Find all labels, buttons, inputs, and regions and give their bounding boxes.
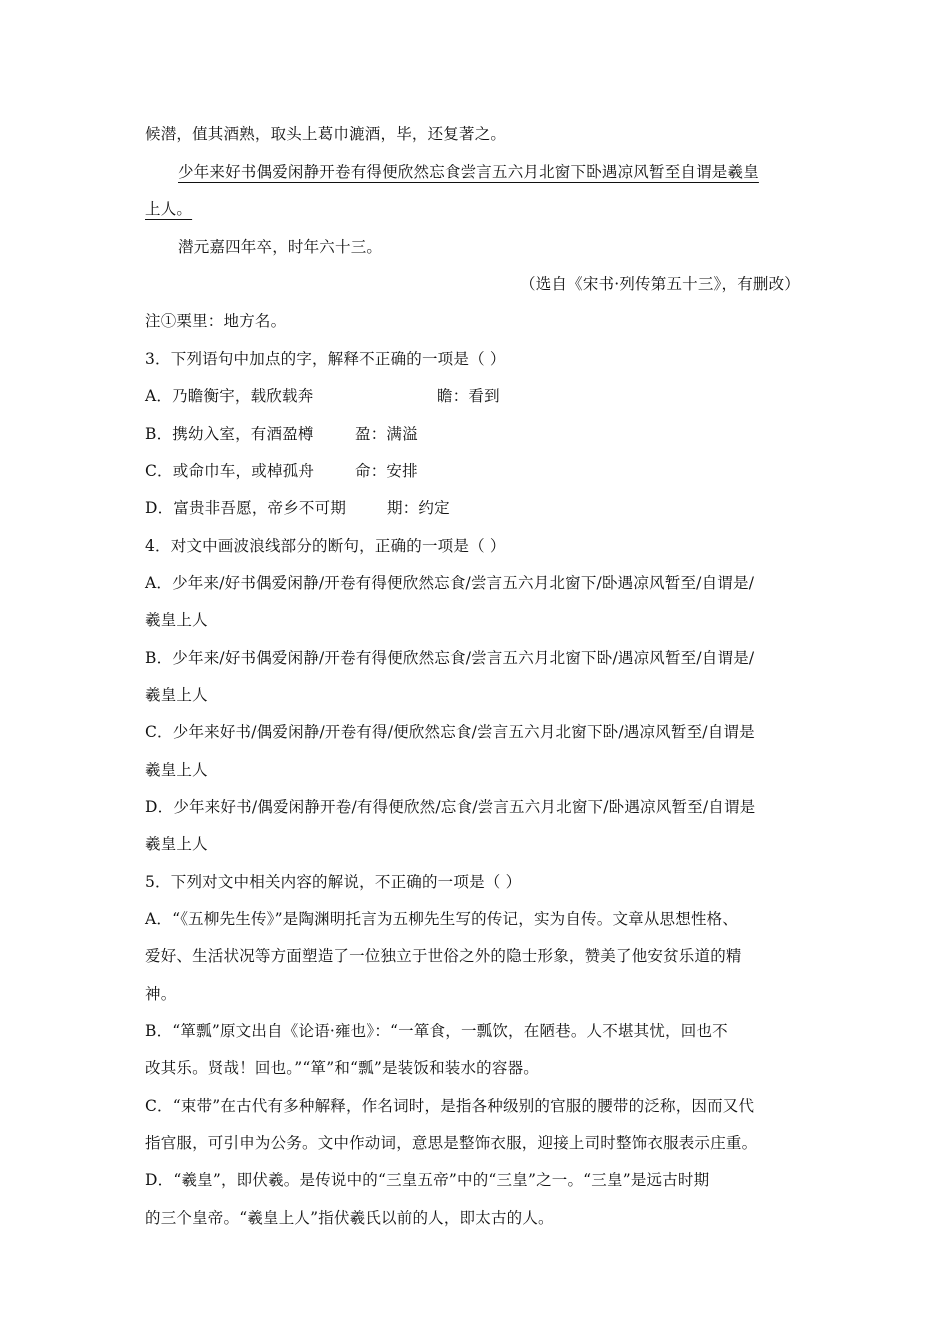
q4-option-c-cont: 羲皇上人 [145,761,208,779]
wavy-underlined-sentence-end: 上人。 [145,200,193,218]
wavy-underlined-sentence: 少年来好书偶爱闲静开卷有得便欣然忘食尝言五六月北窗下卧遇凉风暂至自谓是羲皇 [178,163,759,181]
q5-option-b-cont: 改其乐。贤哉！回也。”“箪”和“瓢”是装饭和装水的容器。 [145,1059,539,1077]
q4-option-b: B．少年来/好书偶爱闲静/开卷有得便欣然忘食/尝言五六月北窗下卧/遇凉风暂至/自谓是/ [145,649,755,667]
q3-option-d-text: D．富贵非吾愿，帝乡不可期 [145,499,347,517]
q3-option-b-text: B．携幼入室，有酒盈樽 [145,425,314,443]
q3-option-c-gloss: 命：安排 [355,462,418,480]
q3-option-d-gloss: 期：约定 [387,499,450,517]
q4-option-d-cont: 羲皇上人 [145,835,208,853]
q5-option-a-cont: 神。 [145,985,177,1003]
q3-option-a [145,386,500,406]
q3-option-a-text: A．乃瞻衡宇，载欣载奔 [145,387,314,405]
q3-option-d [145,498,450,518]
q3-option-c-text: C．或命巾车，或棹孤舟 [145,462,315,480]
q4-option-d: D．少年来好书/偶爱闲静开卷/有得便欣然/忘食/尝言五六月北窗下/卧遇凉风暂至/自谓是 [145,798,756,816]
passage-line: 潜元嘉四年卒，时年六十三。 [178,238,383,256]
q4-option-a-cont: 羲皇上人 [145,611,208,629]
q3-option-c [145,461,418,481]
q4-option-a: A．少年来/好书偶爱闲静/开卷有得便欣然忘食/尝言五六月北窗下/卧遇凉风暂至/自谓是/ [145,574,755,592]
footnote: 注①栗里：地方名。 [145,312,287,330]
source-citation: （选自《宋书·列传第五十三》，有删改） [520,275,800,293]
q5-option-a-cont: 爱好、生活状况等方面塑造了一位独立于世俗之外的隐士形象，赞美了他安贫乐道的精 [145,947,742,965]
q5-option-d: D．“羲皇”，即伏羲。是传说中的“三皇五帝”中的“三皇”之一。“三皇”是远古时期 [145,1171,710,1189]
question-5-stem: 5．下列对文中相关内容的解说，不正确的一项是（ ） [145,873,522,891]
q3-option-b [145,424,418,444]
q5-option-a: A．“《五柳先生传》”是陶渊明托言为五柳先生写的传记，实为自传。文章从思想性格、 [145,910,739,928]
question-3-stem: 3．下列语句中加点的字，解释不正确的一项是（ ） [145,350,506,368]
question-4-stem: 4．对文中画波浪线部分的断句，正确的一项是（ ） [145,537,506,555]
q5-option-c: C．“束带”在古代有多种解释，作名词时，是指各种级别的官服的腰带的泛称，因而又代 [145,1097,755,1115]
q5-option-c-cont: 指官服，可引申为公务。文中作动词，意思是整饰衣服，迎接上司时整饰衣服表示庄重。 [145,1134,758,1152]
passage-line: 候潜，值其酒熟，取头上葛巾漉酒，毕，还复著之。 [145,125,507,143]
q5-option-d-cont: 的三个皇帝。“羲皇上人”指伏羲氏以前的人，即太古的人。 [145,1209,554,1227]
q4-option-c: C．少年来好书/偶爱闲静/开卷有得/便欣然忘食/尝言五六月北窗下卧/遇凉风暂至/自谓是 [145,723,755,741]
q4-option-b-cont: 羲皇上人 [145,686,208,704]
q3-option-a-gloss: 瞻：看到 [437,387,500,405]
q3-option-b-gloss: 盈：满溢 [355,425,418,443]
q5-option-b: B．“箪瓢”原文出自《论语·雍也》：“一箪食，一瓢饮，在陋巷。人不堪其忧，回也不 [145,1022,728,1040]
